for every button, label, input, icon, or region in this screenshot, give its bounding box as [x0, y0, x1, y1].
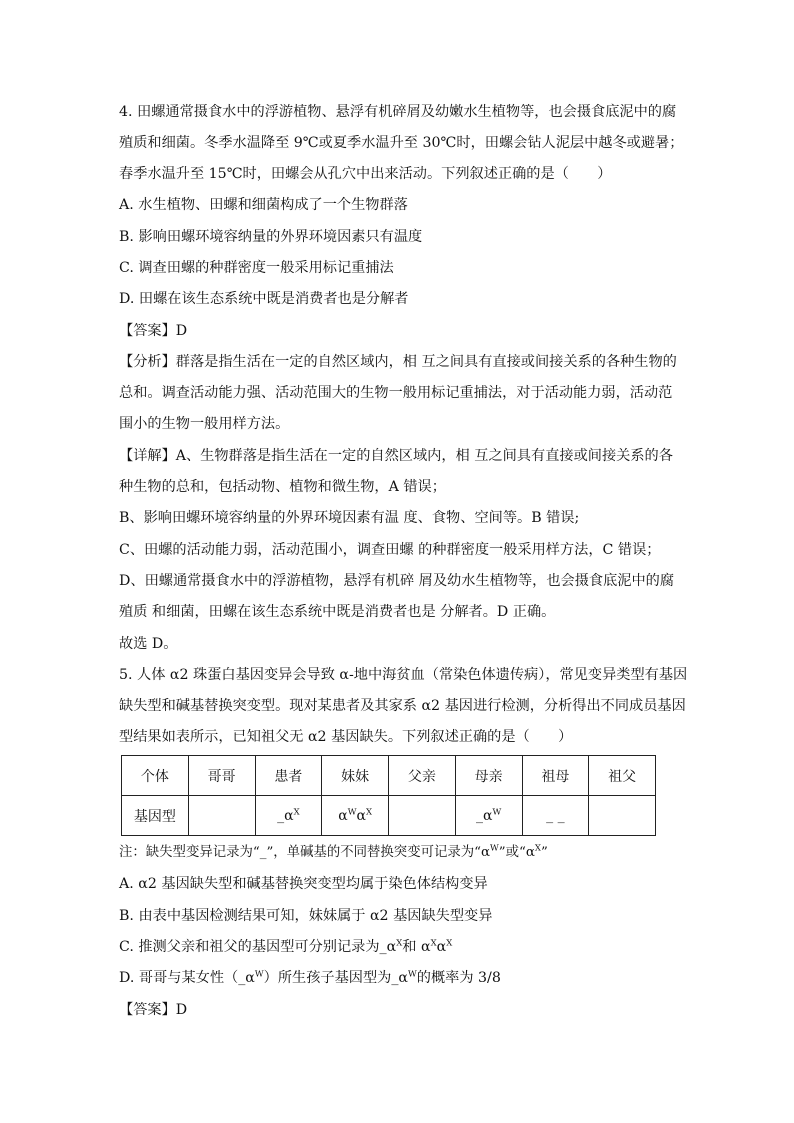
table-header-cell: 哥哥 — [188, 756, 255, 796]
q5-table-note — [119, 843, 548, 863]
q5-stem-line-2: 缺失型和碱基替换突变型。现对某患者及其家系 α2 基因进行检测，分析得出不同成员基因 — [119, 698, 686, 714]
q4-detail-line-3: B、影响田螺环境容纳量的外界环境因素有温 度、食物、空间等。B 错误; — [119, 510, 580, 526]
table-row — [122, 796, 656, 836]
genotype-base: α — [338, 807, 348, 824]
q4-stem-line-2: 殖质和细菌。冬季水温降至 9℃或夏季水温升至 30℃时，田螺会钻人泥层中越冬或避暑； — [119, 135, 684, 151]
q4-option-a: A. 水生植物、田螺和细菌构成了一个生物群落 — [119, 197, 408, 213]
option-sup: X — [446, 938, 453, 949]
q4-analysis-line-3: 围小的生物一般用样方法。 — [119, 416, 290, 432]
genotype-cell-grandmother — [522, 796, 589, 836]
table-header-cell: 父亲 — [389, 756, 456, 796]
q4-option-c: C. 调查田螺的种群密度一般采用标记重捕法 — [119, 260, 394, 276]
q5-option-c — [119, 937, 452, 957]
note-text: 注：缺失型变异记录为“_”，单碱基的不同替换突变可记录为“α — [119, 845, 491, 860]
q4-detail-line-4: C、田螺的活动能力弱，活动范围小，调查田螺 的种群密度一般采用样方法，C 错误； — [119, 542, 661, 558]
table-header-cell: 祖父 — [589, 756, 656, 796]
genotype-sup: W — [492, 806, 502, 817]
q4-detail-line-5: D、田螺通常摄食水中的浮游植物，悬浮有机碎 屑及幼水生植物等，也会摄食底泥中的腐 — [119, 573, 675, 589]
q4-option-d: D. 田螺在该生态系统中既是消费者也是分解者 — [119, 291, 409, 307]
table-header-cell: 妹妹 — [322, 756, 389, 796]
q4-answer: 【答案】D — [119, 323, 188, 339]
q4-stem-line-3: 春季水温升至 15℃时，田螺会从孔穴中出来活动。下列叙述正确的是（ ） — [119, 166, 612, 182]
table-header-cell: 母亲 — [455, 756, 522, 796]
option-text: 和 α — [402, 939, 431, 955]
option-sup: W — [254, 969, 264, 980]
q4-analysis-line-2: 总和。调查活动能力强、活动范围大的生物一般用标记重捕法，对于活动能力弱，活动范 — [119, 385, 673, 401]
q4-detail-line-1: 【详解】A、生物群落是指生活在一定的自然区域内，相 互之间具有直接或间接关系的各 — [119, 448, 673, 464]
genotype-sup: W — [347, 806, 357, 817]
genotype-base: _α — [476, 807, 493, 824]
q4-detail-line-7: 故选 D。 — [119, 636, 178, 652]
genotype-cell-mother — [455, 796, 522, 836]
option-text: ）所生孩子基因型为_α — [263, 970, 409, 986]
note-sup: X — [534, 843, 541, 854]
table-row-label: 基因型 — [122, 796, 189, 836]
genotype-cell-grandfather — [589, 796, 656, 836]
genotype-sup-2: X — [365, 806, 372, 817]
table-header-cell: 个体 — [122, 756, 189, 796]
genotype-base: _ _ — [546, 807, 565, 824]
q4-detail-line-6: 殖质 和细菌，田螺在该生态系统中既是消费者也是 分解者。D 正确。 — [119, 604, 556, 620]
genotype-cell-father — [389, 796, 456, 836]
note-text: ” — [540, 845, 548, 860]
option-sup: X — [430, 938, 437, 949]
q5-stem-line-3: 型结果如表所示，已知祖父无 α2 基因缺失。下列叙述正确的是（ ） — [119, 729, 573, 745]
q4-stem-line-1: 4. 田螺通常摄食水中的浮游植物、悬浮有机碎屑及幼嫩水生植物等，也会摄食底泥中的腐 — [119, 104, 677, 120]
genotype-cell-brother — [188, 796, 255, 836]
table-header-cell: 患者 — [255, 756, 322, 796]
q5-stem-line-1: 5. 人体 α2 珠蛋白基因变异会导致 α-地中海贫血（常染色体遗传病），常见变异类型有基因 — [119, 667, 688, 683]
genotype-base-2: α — [356, 807, 366, 824]
table-header-cell: 祖母 — [522, 756, 589, 796]
option-sup: X — [396, 938, 403, 949]
genotype-cell-patient — [255, 796, 322, 836]
genotype-cell-sister — [322, 796, 389, 836]
genotype-sup: X — [293, 806, 300, 817]
q5-answer: 【答案】D — [119, 1002, 188, 1018]
q4-detail-line-2: 种生物的总和，包括动物、植物和微生物，A 错误； — [119, 479, 446, 495]
option-text: D. 哥哥与某女性（_α — [119, 970, 255, 986]
option-text: C. 推测父亲和祖父的基因型可分别记录为_α — [119, 939, 397, 955]
option-sup: W — [408, 969, 417, 980]
note-sup: W — [490, 843, 499, 854]
genotype-base: _α — [277, 807, 294, 824]
genotype-table — [121, 755, 656, 836]
option-text: 的概率为 3/8 — [416, 970, 501, 986]
q5-option-b: B. 由表中基因检测结果可知，妹妹属于 α2 基因缺失型变异 — [119, 908, 493, 924]
note-text: ”或“α — [498, 845, 535, 860]
q4-option-b: B. 影响田螺环境容纳量的外界环境因素只有温度 — [119, 229, 423, 245]
q4-analysis-line-1: 【分析】群落是指生活在一定的自然区域内，相 互之间具有直接或间接关系的各种生物的 — [119, 354, 677, 370]
q5-option-a: A. α2 基因缺失型和碱基替换突变型均属于染色体结构变异 — [119, 876, 488, 892]
q5-option-d — [119, 968, 501, 988]
option-text: α — [436, 939, 447, 955]
table-header-row — [122, 756, 656, 796]
